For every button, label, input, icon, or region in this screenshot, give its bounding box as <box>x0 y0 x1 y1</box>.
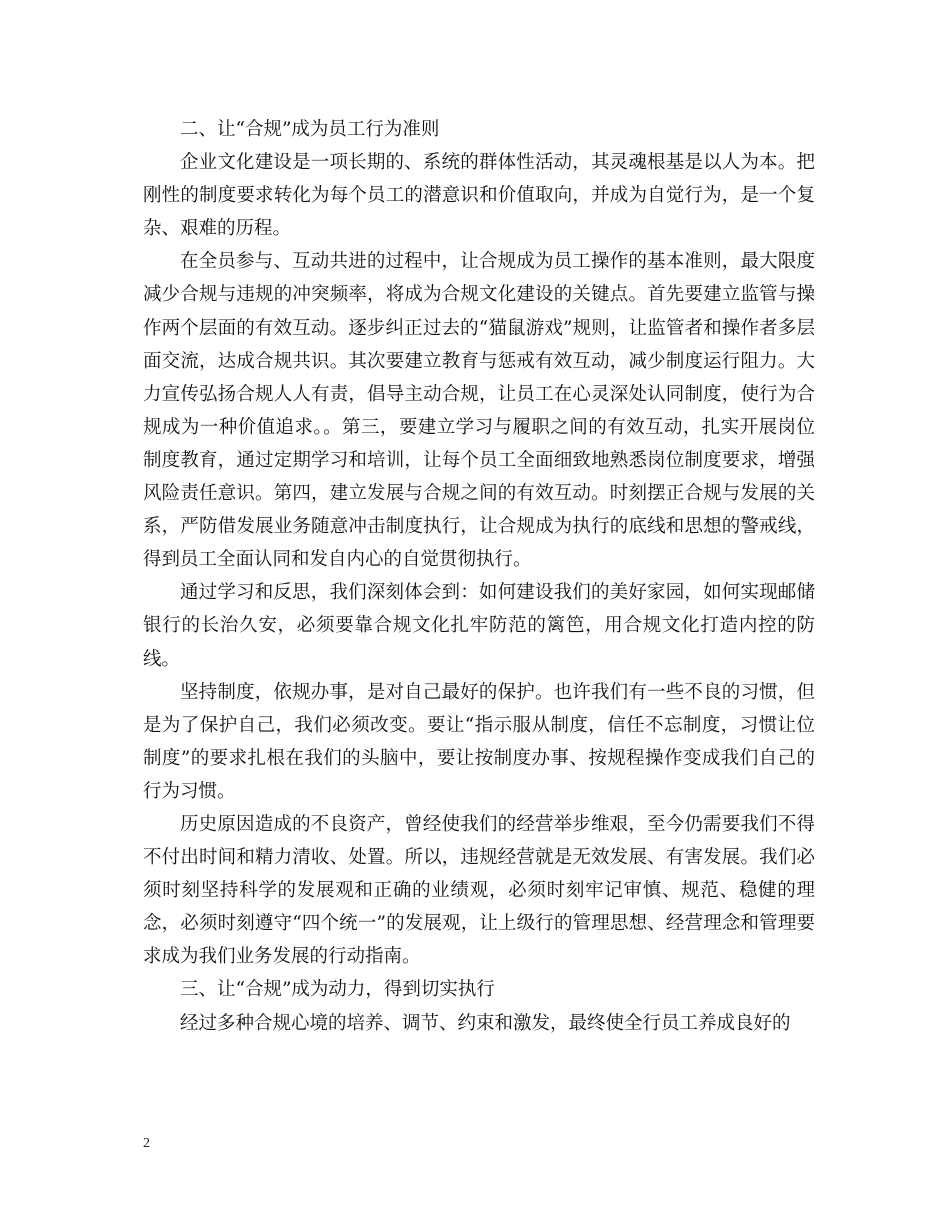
paragraph-1: 企业文化建设是一项长期的、系统的群体性活动，其灵魂根基是以人为本。把刚性的制度要求转化为每个员工的潜意识和价值取向，并成为自觉行为，是一个复杂、艰难的历程。 <box>143 152 815 240</box>
page-number: 2 <box>143 1136 150 1151</box>
section-heading-3: 三、让“合规”成为动力，得到切实执行 <box>180 979 495 1001</box>
paragraph-4: 坚持制度，依规办事，是对自己最好的保护。也许我们有一些不良的习惯，但是为了保护自己，我们必须改变。要让“指示服从制度，信任不忘制度，习惯让位制度”的要求扎根在我们的头脑中，要让按制度办事、按规程操作变成我们自己的行为习惯。 <box>143 681 815 802</box>
paragraph-5: 历史原因造成的不良资产，曾经使我们的经营举步维艰，至今仍需要我们不得不付出时间和精力清收、处置。所以，违规经营就是无效发展、有害发展。我们必须时刻坚持科学的发展观和正确的业绩观，必须时刻牢记审慎、规范、稳健的理念，必须时刻遵守“四个统一”的发展观，让上级行的管理思想、经营理念和管理要求成为我们业务发展的行动指南。 <box>143 813 815 968</box>
paragraph-6: 经过多种合规心境的培养、调节、约束和激发，最终使全行员工养成良好的 <box>180 1012 791 1034</box>
section-heading-2: 二、让“合规”成为员工行为准则 <box>180 119 440 140</box>
paragraph-2: 在全员参与、互动共进的过程中，让合规成为员工操作的基本准则，最大限度减少合规与违规的冲突频率，将成为合规文化建设的关键点。首先要建立监管与操作两个层面的有效互动。逐步纠正过去的“猫鼠游戏”规则，让监管者和操作者多层面交流，达成合规共识。其次要建立教育与惩戒有效互动，减少制度运行阻力。大力宣传弘扬合规人人有责，倡导主动合规，让员工在心灵深处认同制度，使行为合规成为一种价值追求。。第三，要建立学习与履职之间的有效互动，扎实开展岗位制度教育，通过定期学习和培训，让每个员工全面细致地熟悉岗位制度要求，增强风险责任意识。第四，建立发展与合规之间的有效互动。时刻摆正合规与发展的关系，严防借发展业务随意冲击制度执行，让合规成为执行的底线和思想的警戒线，得到员工全面认同和发自内心的自觉贯彻执行。 <box>143 251 815 571</box>
paragraph-3: 通过学习和反思，我们深刻体会到：如何建设我们的美好家园，如何实现邮储银行的长治久安，必须要靠合规文化扎牢防范的篱笆，用合规文化打造内控的防线。 <box>143 582 815 670</box>
document-body <box>143 113 815 1040</box>
